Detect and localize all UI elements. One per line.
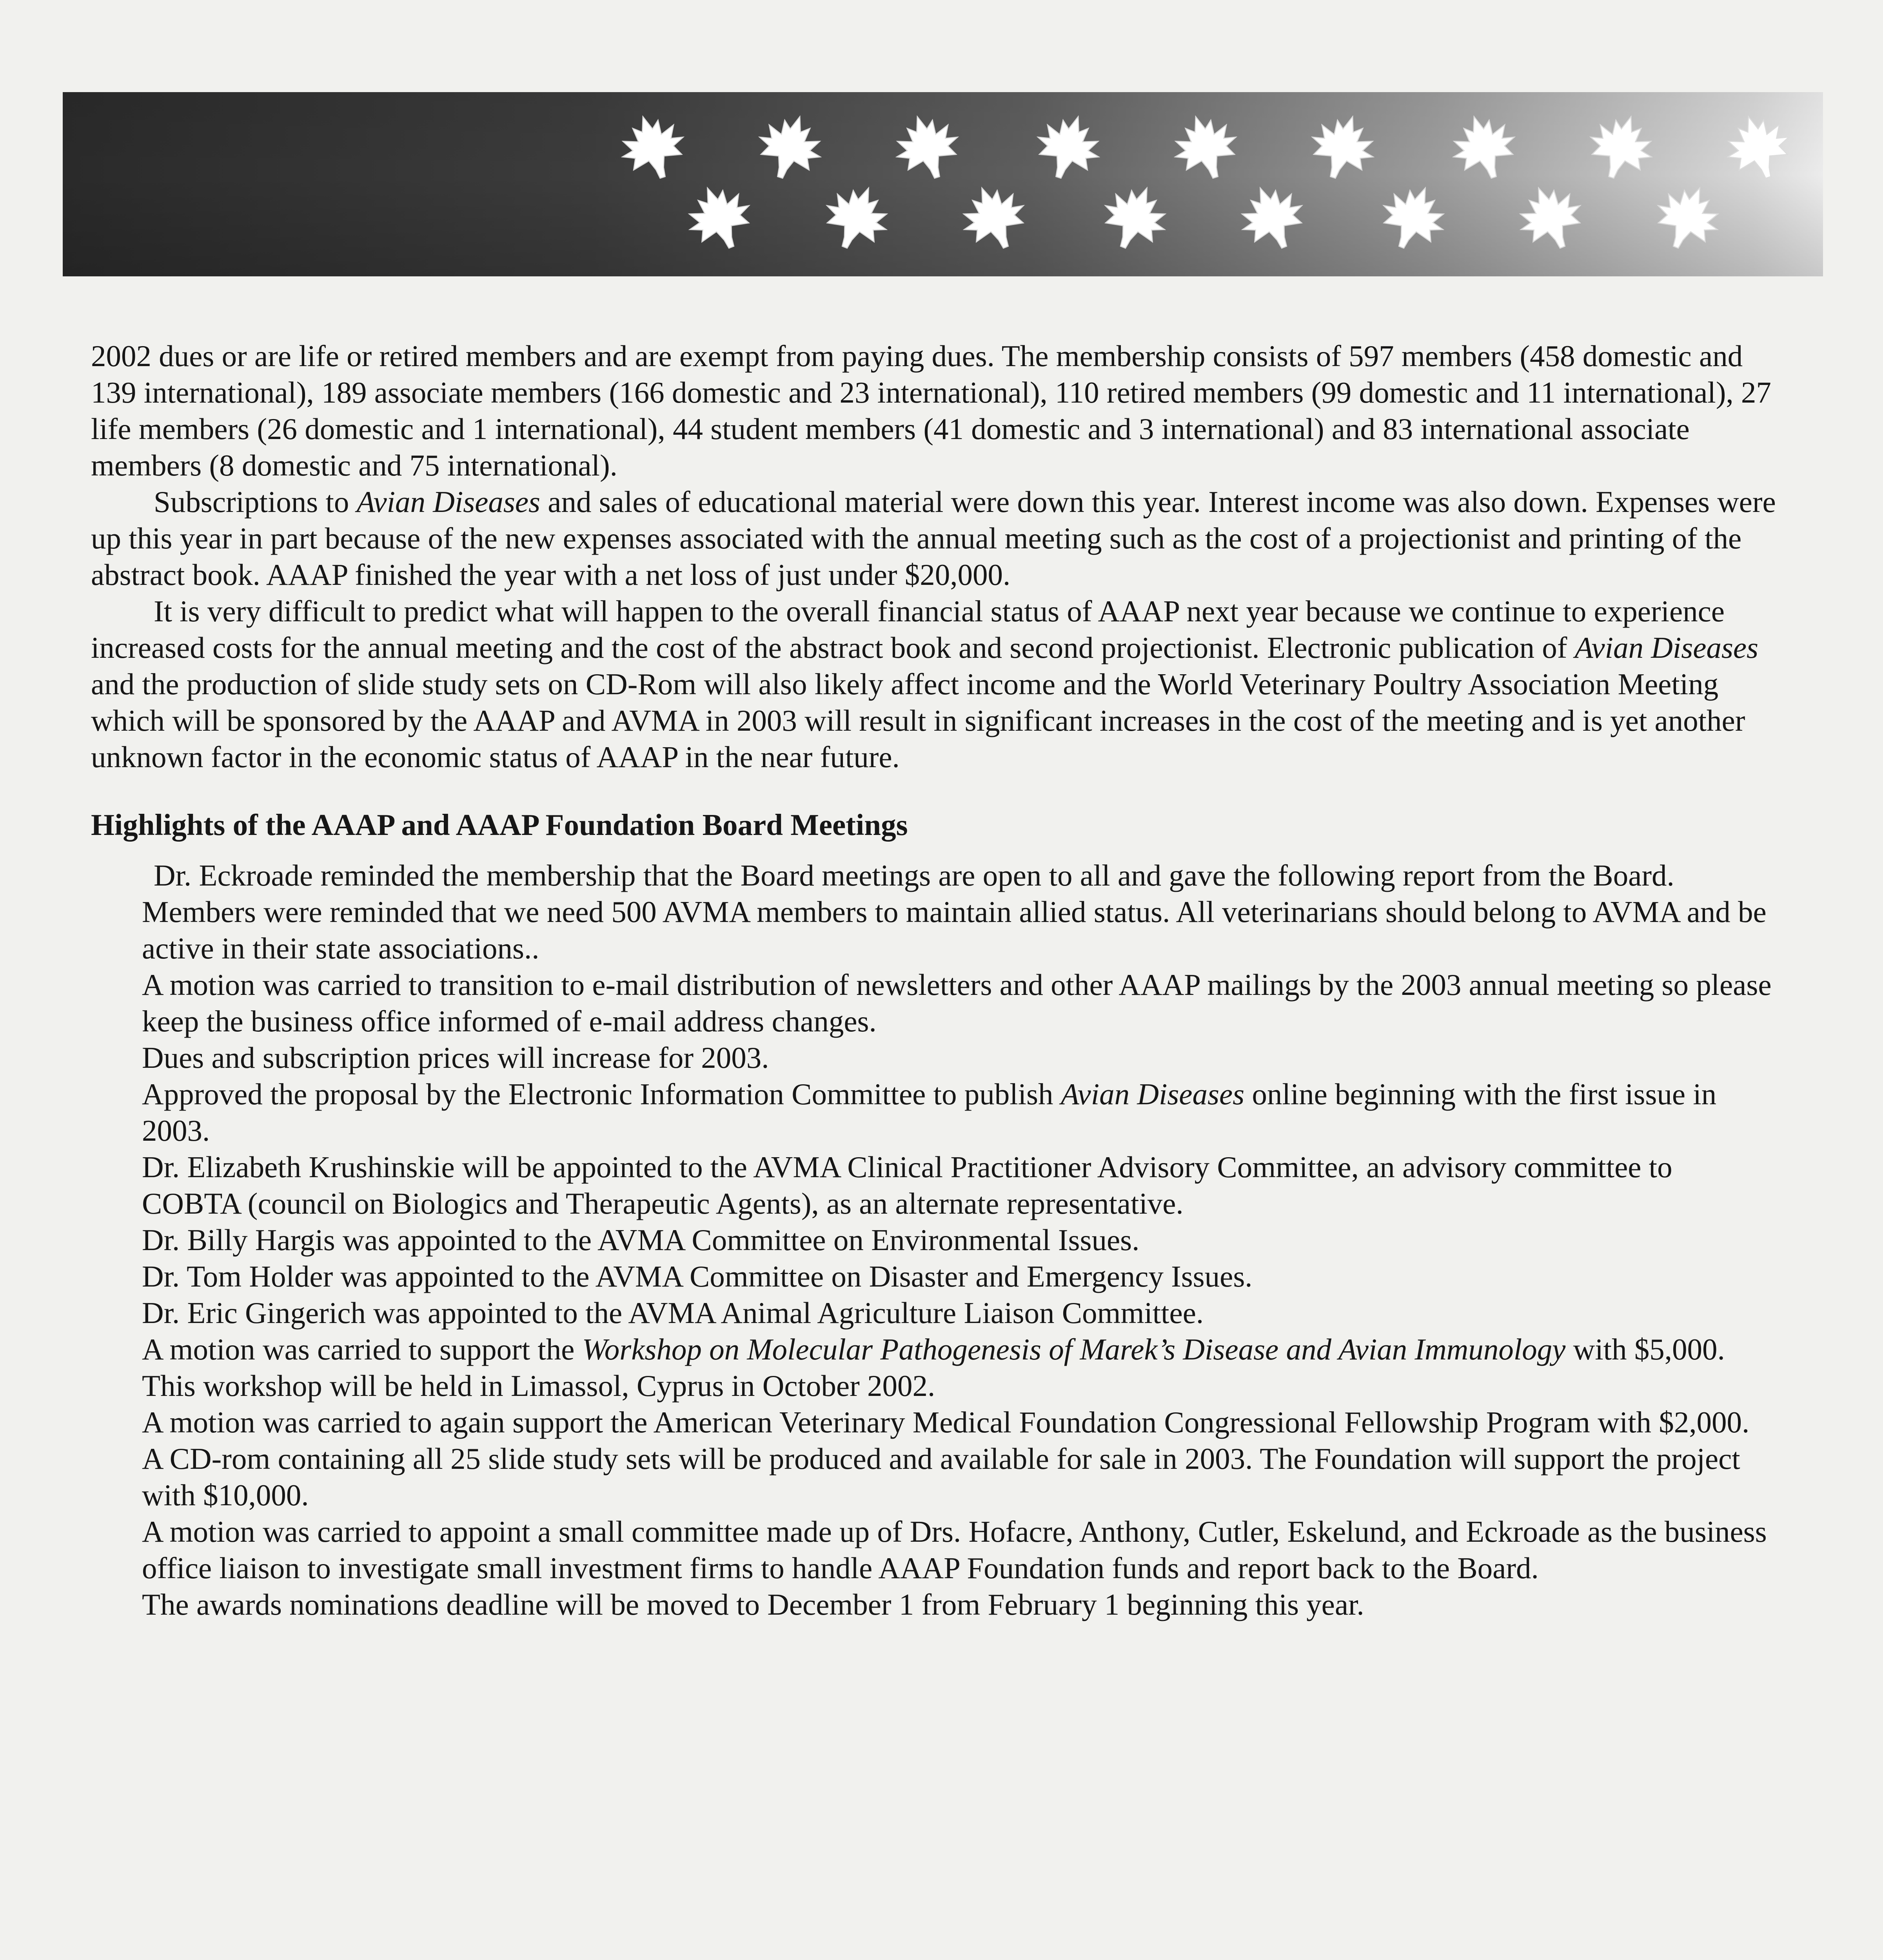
journal-title: Avian Diseases	[1060, 1077, 1245, 1111]
text-run: Approved the proposal by the Electronic Information Committee to publish	[142, 1077, 1061, 1111]
membership-paragraph: 2002 dues or are life or retired members and are exempt from paying dues. The membership consists of 597 members (458 domestic and 139 international), 189 associate members (166 domestic and 23 international), 110 retired members (99 domestic and 11 international), 27 life members (26 domestic and 1 international), 44 student members (41 domestic and 3 international) and 83 international associate members (8 domestic and 75 international).	[91, 339, 1771, 482]
highlight-item: Dr. Billy Hargis was appointed to the AVMA Committee on Environmental Issues.	[142, 1223, 1140, 1257]
highlight-item: The awards nominations deadline will be moved to December 1 from February 1 beginning this year.	[142, 1588, 1364, 1621]
highlight-item: A motion was carried to again support the American Veterinary Medical Foundation Congressional Fellowship Program with $2,000.	[142, 1405, 1750, 1439]
section-heading: Highlights of the AAAP and AAAP Foundation Board Meetings	[91, 808, 908, 842]
maple-leaf-icon	[1229, 174, 1315, 261]
workshop-title: Workshop on Molecular Pathogenesis of Marek’s Disease and Avian Immunology	[582, 1332, 1566, 1366]
highlight-item: Dr. Tom Holder was appointed to the AVMA Committee on Disaster and Emergency Issues.	[142, 1259, 1253, 1293]
maple-leaf-icon	[1579, 105, 1663, 189]
maple-leaf-icon	[813, 174, 900, 261]
maple-leaf-icon	[1091, 174, 1178, 261]
highlight-item: Dr. Eckroade reminded the membership that the Board meetings are open to all and gave the following report from the Board.	[154, 858, 1674, 892]
maple-leaf-icon	[1644, 174, 1731, 261]
text-run: A motion was carried to support the	[142, 1332, 582, 1366]
journal-title: Avian Diseases	[1574, 631, 1758, 664]
maple-leaf-icon	[1442, 105, 1526, 189]
highlight-item: A motion was carried to appoint a small committee made up of Drs. Hofacre, Anthony, Cutler, Eskelund, and Eckroade as the business office liaison to investigate small investment firms to handle AAAP Foundation funds and report back to the Board.	[142, 1515, 1767, 1585]
text-run: with $5,000. This workshop will be held in Limassol, Cyprus in October 2002.	[142, 1332, 1725, 1403]
highlight-item: A motion was carried to transition to e-mail distribution of newsletters and other AAAP mailings by the 2003 annual meeting so please keep the business office informed of e-mail address changes.	[142, 968, 1772, 1038]
highlights-list	[91, 857, 1777, 1623]
highlight-item: A CD-rom containing all 25 slide study sets will be produced and available for sale in 2003. The Foundation will support the project with $10,000.	[142, 1442, 1740, 1512]
maple-leaf-icon	[1164, 105, 1247, 189]
text-run: It is very difficult to predict what will happen to the overall financial status of AAAP next year because we continue to experience increased costs for the annual meeting and the cost of the abstract book and second projectionist. Electronic publication of	[91, 594, 1725, 664]
highlight-item: Members were reminded that we need 500 AVMA members to maintain allied status. All veterinarians should belong to AVMA and be active in their state associations..	[142, 895, 1767, 965]
text-run: Subscriptions to	[154, 485, 357, 519]
maple-leaf-icon	[885, 105, 969, 189]
text-run: and sales of educational material were down this year. Interest income was also down. Expenses were up this year in part because of the new expenses associated with the annual meeting such as the cost of a projectionist and printing of the abstract book. AAAP finished the year with a net loss of just under $20,000.	[91, 485, 1776, 592]
maple-leaf-icon	[1026, 105, 1110, 189]
header-banner	[63, 92, 1823, 276]
maple-leaf-icon	[1716, 105, 1800, 189]
maple-leaf-icon	[1370, 174, 1456, 261]
income-paragraph	[91, 484, 1777, 593]
maple-leaf-icon	[950, 174, 1037, 261]
highlight-item: Dr. Elizabeth Krushinskie will be appointed to the AVMA Clinical Practitioner Advisory Committee, an advisory committee to COBTA (council on Biologics and Therapeutic Agents), as an alternate representative.	[142, 1150, 1672, 1220]
text-run: online beginning with the first issue in 2003.	[142, 1077, 1717, 1147]
text-run: and the production of slide study sets on CD-Rom will also likely affect income and the World Veterinary Poultry Association Meeting which will be sponsored by the AAAP and AVMA in 2003 will result in significant increases in the cost of the meeting and is yet another unknown factor in the economic status of AAAP in the near future.	[91, 667, 1745, 774]
highlight-item: Dues and subscription prices will increase for 2003.	[142, 1041, 769, 1074]
highlight-item	[91, 1076, 1777, 1149]
maple-leaf-icon	[611, 105, 695, 189]
highlight-item: Dr. Eric Gingerich was appointed to the AVMA Animal Agriculture Liaison Committee.	[142, 1296, 1204, 1330]
journal-title: Avian Diseases	[356, 485, 541, 519]
maple-leaf-icon	[1507, 174, 1594, 261]
highlight-item	[91, 1331, 1777, 1404]
maple-leaf-icon	[1301, 105, 1385, 189]
page-content	[91, 338, 1777, 1623]
maple-leaf-icon	[748, 105, 832, 189]
outlook-paragraph	[91, 593, 1777, 775]
maple-leaf-icon	[676, 174, 763, 261]
